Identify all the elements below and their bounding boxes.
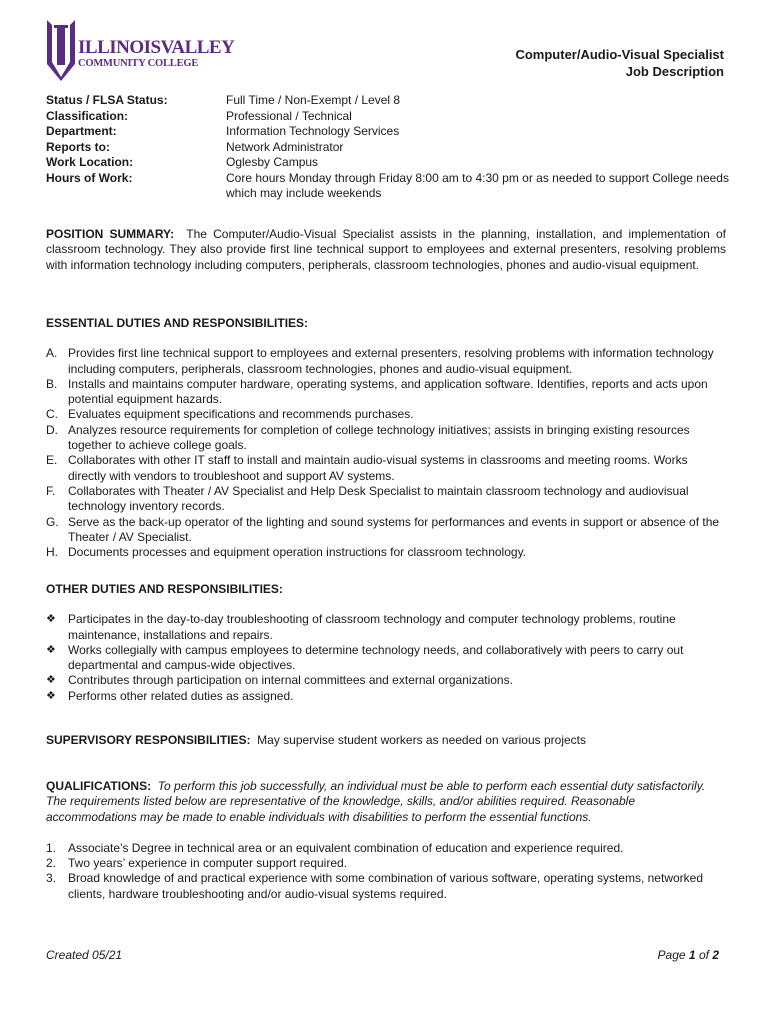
info-value: Oglesby Campus [226, 155, 319, 169]
list-item [46, 346, 726, 377]
diamond-bullet-icon: ❖ [46, 689, 56, 702]
list-item [46, 841, 726, 856]
list-item-text: Documents processes and equipment operation instructions for classroom technology. [68, 545, 527, 560]
list-item [46, 643, 726, 674]
qualifications-heading: QUALIFICATIONS: [46, 779, 152, 793]
list-item-text: Evaluates equipment specifications and recommends purchases. [68, 407, 414, 422]
list-item [46, 484, 726, 515]
logo-line-1: ILLINOISVALLEY [78, 37, 235, 58]
info-value: Network Administrator [226, 139, 344, 154]
page-current: 1 [688, 948, 696, 962]
info-value: Core hours Monday through Friday 8:00 am to 4:30 pm or as needed to support College needs which may include weekends [226, 170, 729, 200]
list-marker: C. [46, 407, 58, 422]
info-row [46, 109, 736, 125]
list-item-text: Participates in the day-to-day troubleshooting of classroom technology and computer technology problems, routine maintenance, installations and repairs. [68, 612, 676, 642]
list-item [46, 377, 726, 408]
qualifications-list [46, 841, 726, 902]
info-label: Classification: [46, 108, 129, 123]
list-item [46, 673, 726, 688]
list-item-text: Collaborates with Theater / AV Specialist and Help Desk Specialist to maintain classroom technology and audiovisual technology inventory records. [68, 483, 689, 514]
supervisory-section [46, 733, 726, 748]
list-item [46, 423, 726, 454]
list-item [46, 689, 726, 704]
essential-duties-heading: ESSENTIAL DUTIES AND RESPONSIBILITIES: [46, 316, 309, 330]
list-item-text: Provides first line technical support to employees and external presenters, resolving problems with information technology including computers, peripherals, classroom technologies, phones and audio-visual equipment. [68, 346, 714, 376]
position-summary-section [46, 227, 726, 273]
document-type: Job Description [625, 64, 724, 79]
info-value: Professional / Technical [226, 108, 352, 123]
other-duties-list [46, 612, 726, 704]
essential-duties-section [46, 316, 726, 560]
info-label: Reports to: [46, 139, 110, 154]
list-marker: E. [46, 453, 58, 468]
list-item [46, 545, 726, 560]
college-logo [44, 17, 235, 83]
list-item-text: Associate’s Degree in technical area or an equivalent combination of education and experience required. [68, 840, 624, 855]
qualifications-section [46, 779, 726, 902]
other-duties-heading: OTHER DUTIES AND RESPONSIBILITIES: [46, 582, 283, 596]
list-item-text: Works collegially with campus employees to determine technology needs, and collaboratively with peers to carry out departmental and campus-wide objectives. [68, 642, 684, 673]
essential-duties-list [46, 346, 726, 560]
supervisory-heading: SUPERVISORY RESPONSIBILITIES: [46, 733, 251, 747]
diamond-bullet-icon: ❖ [46, 613, 56, 626]
list-item [46, 515, 726, 546]
info-label: Work Location: [46, 155, 134, 169]
info-value: Information Technology Services [226, 124, 400, 138]
job-title: Computer/Audio-Visual Specialist [515, 47, 724, 62]
list-item [46, 856, 726, 871]
list-item-text: Performs other related duties as assigned. [68, 688, 294, 703]
list-marker: 3. [46, 871, 57, 886]
document-title [515, 46, 724, 80]
job-info-table [46, 93, 736, 202]
other-duties-section [46, 582, 726, 704]
list-item-text: Two years’ experience in computer support required. [68, 856, 348, 871]
supervisory-text: May supervise student workers as needed on various projects [257, 733, 587, 747]
info-value: Full Time / Non-Exempt / Level 8 [226, 93, 401, 107]
list-item [46, 871, 726, 902]
info-label: Department: [46, 124, 117, 138]
position-summary-heading: POSITION SUMMARY: [46, 227, 175, 241]
list-marker: H. [46, 545, 58, 560]
list-item-text: Broad knowledge of and practical experience with some combination of various software, operating systems, networked clients, hardware troubleshooting and/or audio-visual systems required. [68, 871, 703, 901]
page-total: 2 [712, 948, 719, 962]
position-summary-text: The Computer/Audio-Visual Specialist assists in the planning, installation, and implementation of classroom technology. They also provide first line technical support to employees and external presenters, resolving problems with information technology including computers, peripherals, classroom technologies, phones and audio-visual equipment. [46, 227, 726, 272]
info-row [46, 124, 736, 140]
college-emblem-icon [44, 17, 78, 83]
list-item-text: Analyzes resource requirements for completion of college technology initiatives; assists in bringing existing resources together to achieve college goals. [68, 422, 690, 453]
list-marker: A. [46, 346, 58, 361]
info-label: Hours of Work: [46, 170, 133, 185]
qualifications-intro: To perform this job successfully, an individual must be able to perform each essential duty satisfactorily. The requirements listed below are representative of the knowledge, skills, and/or abilities required. Reasonable accommodations may be made to enable individuals with disabilities to perform the essential functions. [46, 779, 706, 824]
list-item [46, 407, 726, 422]
list-marker: 2. [46, 856, 57, 871]
list-marker: 1. [46, 840, 57, 855]
list-item-text: Installs and maintains computer hardware, operating systems, and application software. Identifies, reports and acts upon potential equipment hazards. [68, 376, 708, 407]
page-prefix: Page [657, 948, 686, 962]
list-marker: B. [46, 376, 58, 391]
page-of: of [698, 948, 709, 962]
list-item [46, 453, 726, 484]
list-item-text: Collaborates with other IT staff to install and maintain audio-visual systems in classrooms and meeting rooms. Works directly with vendors to troubleshoot and support AV systems. [68, 453, 688, 483]
list-marker: D. [46, 422, 58, 437]
list-item-text: Contributes through participation on internal committees and external organizations. [68, 673, 513, 688]
list-item [46, 612, 726, 643]
info-row [46, 171, 736, 202]
info-label: Status / FLSA Status: [46, 93, 168, 107]
list-marker: G. [46, 514, 59, 529]
created-date: Created 05/21 [46, 948, 123, 962]
info-row [46, 140, 736, 156]
page-number [658, 948, 719, 962]
diamond-bullet-icon: ❖ [46, 643, 56, 656]
logo-wordmark [78, 38, 234, 70]
info-row [46, 93, 736, 109]
logo-line-2: COMMUNITY COLLEGE [78, 58, 199, 69]
list-item-text: Serve as the back-up operator of the lighting and sound systems for performances and events in support or absence of the Theater / AV Specialist. [68, 514, 720, 544]
diamond-bullet-icon: ❖ [46, 674, 56, 687]
info-row [46, 155, 736, 171]
list-marker: F. [46, 483, 56, 498]
